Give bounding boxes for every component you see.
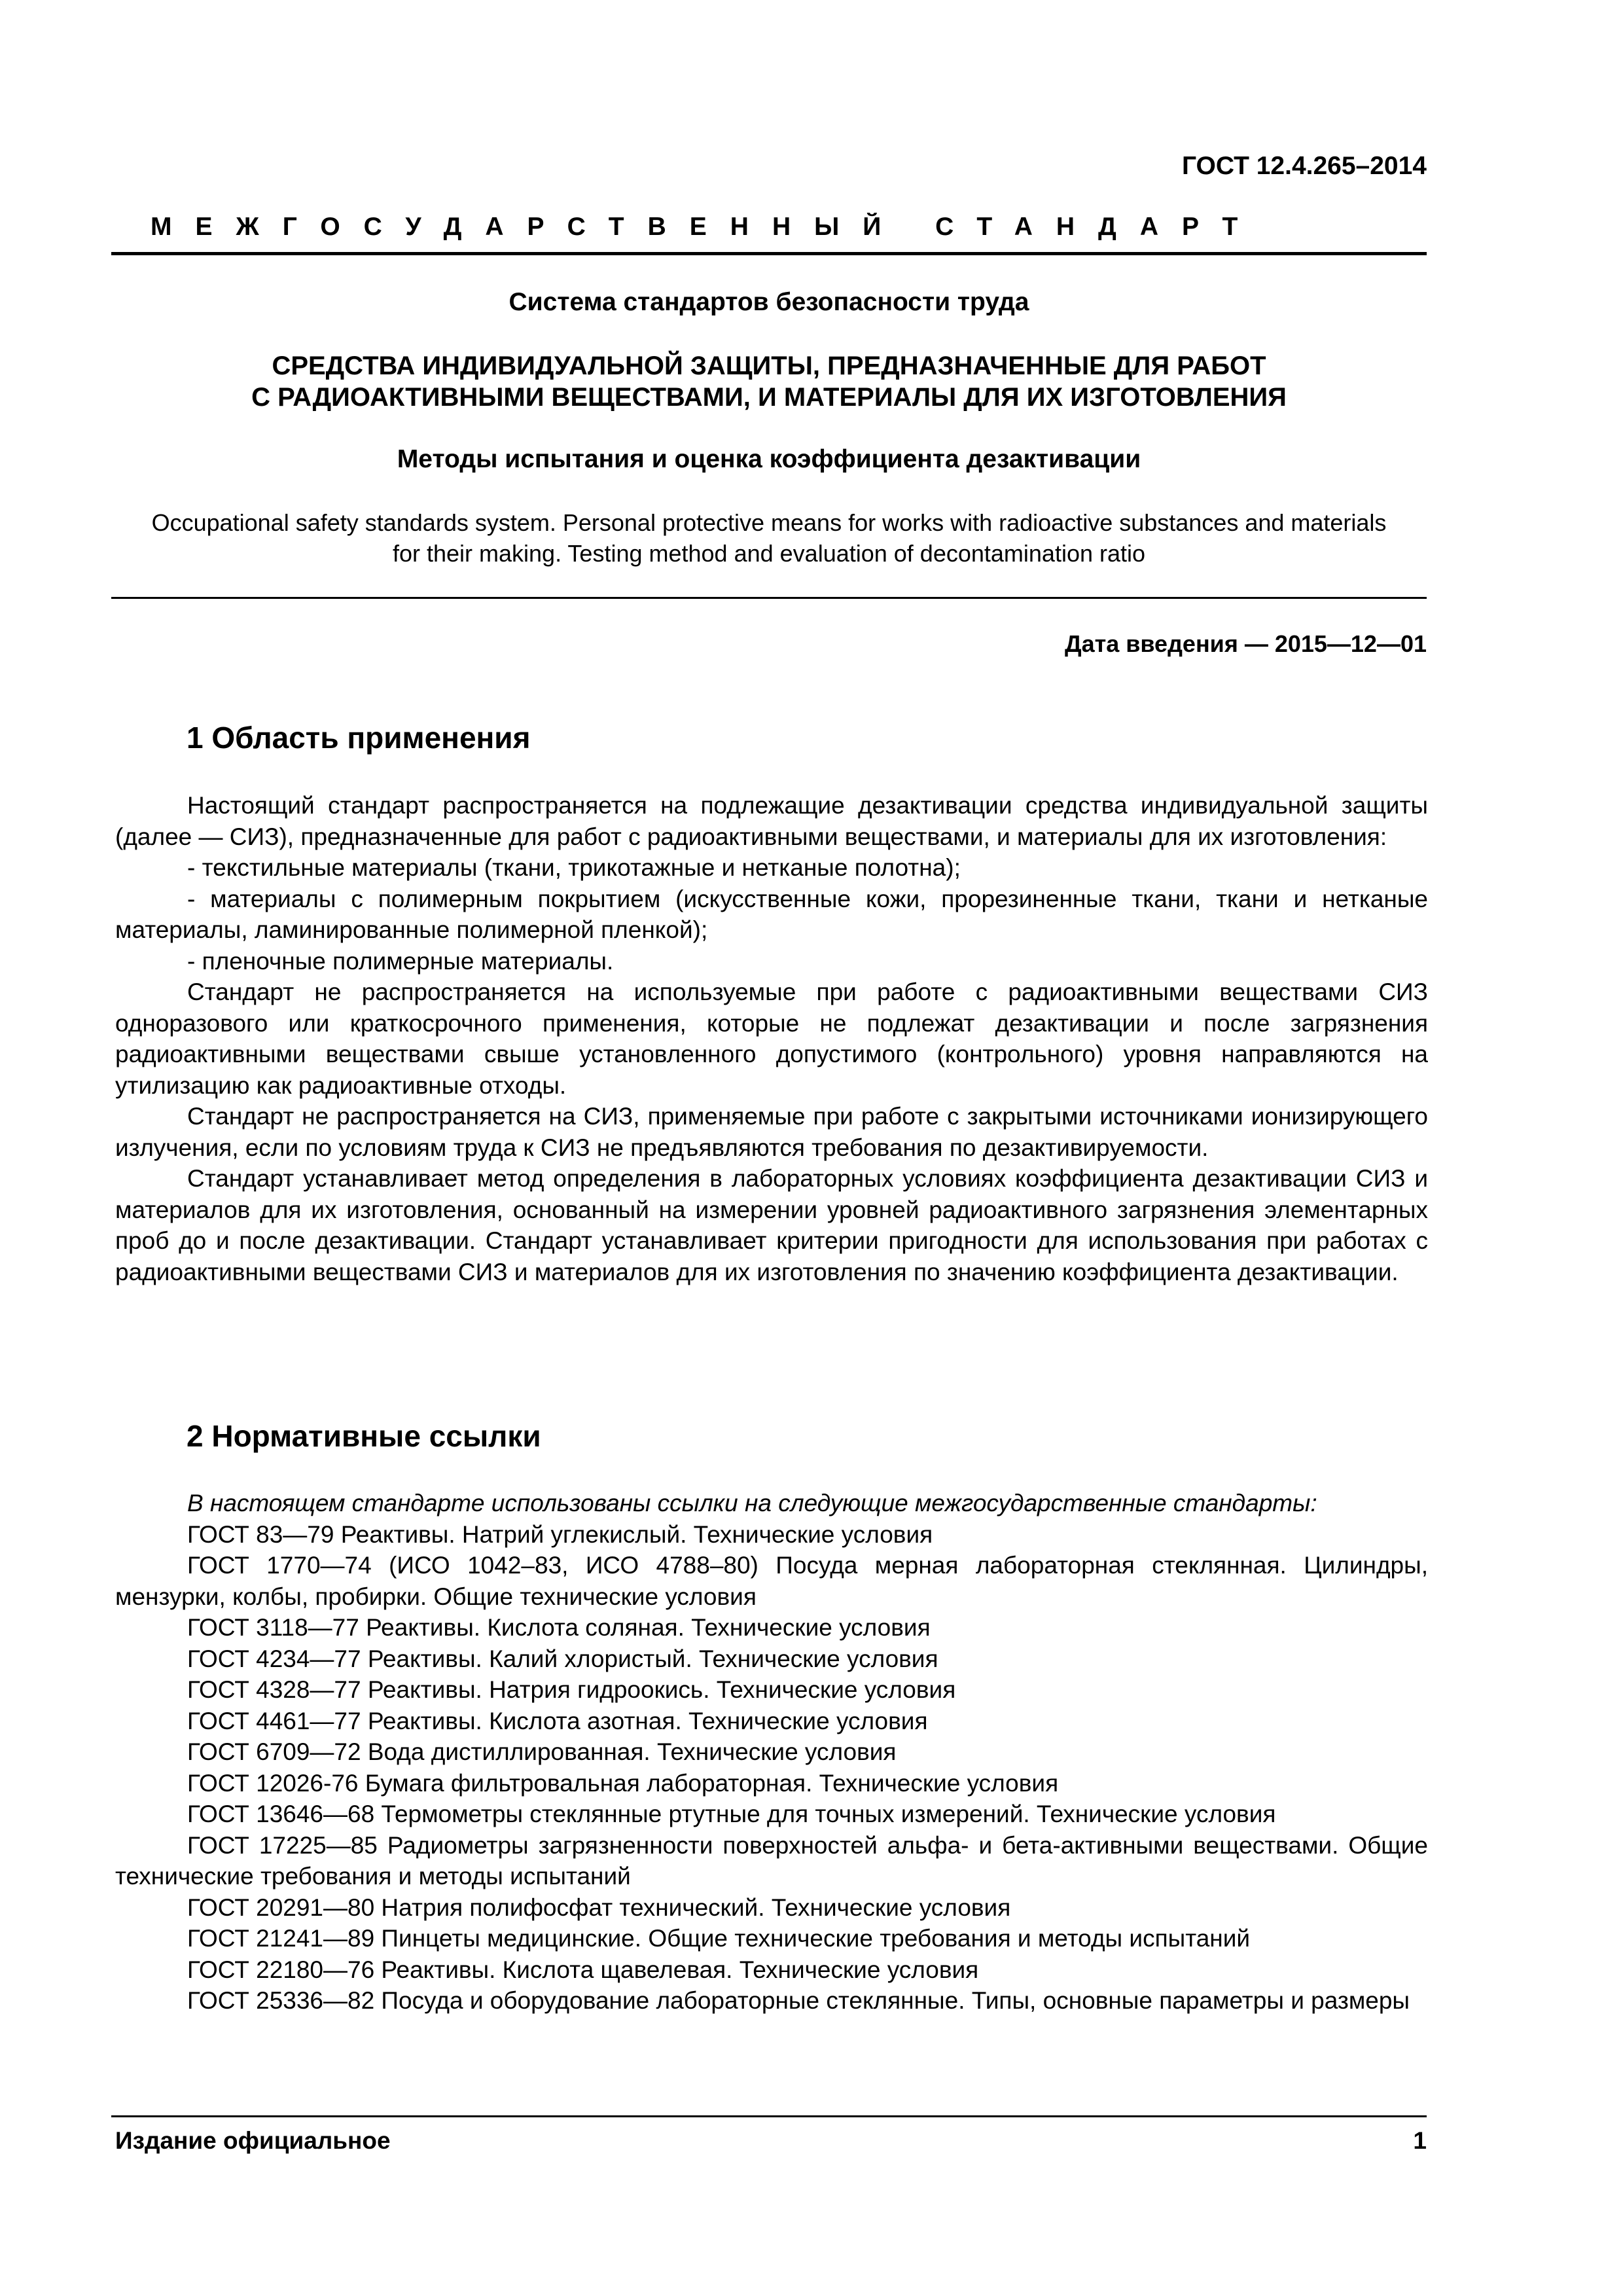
reference-item: ГОСТ 4328—77 Реактивы. Натрия гидроокись. Технические условия <box>187 1676 956 1703</box>
section-scope-body <box>115 790 1428 1287</box>
reference-item: ГОСТ 22180—76 Реактивы. Кислота щавелевая. Технические условия <box>187 1956 979 1983</box>
section-references-body <box>115 1488 1428 2017</box>
document-title <box>111 350 1427 413</box>
system-name: Система стандартов безопасности труда <box>508 288 1029 316</box>
paragraph: Стандарт не распространяется на СИЗ, применяемые при работе с закрытыми источниками ионизирующего излучения, если по условиям труда к СИЗ не предъявляются требования по дезактивируемости. <box>115 1103 1428 1161</box>
document-subtitle: Методы испытания и оценка коэффициента дезактивации <box>397 445 1141 473</box>
paragraph: Стандарт устанавливает метод определения в лабораторных условиях коэффициента дезактивации СИЗ и материалов для их изготовления, основанный на измерении уровней радиоактивного загрязнения элементарных проб до и после дезактивации. Стандарт устанавливает критерии пригодности для использования при работах с радиоактивными веществами СИЗ и материалов для их изготовления по значению коэффициента дезактивации. <box>115 1165 1428 1285</box>
reference-item: ГОСТ 83—79 Реактивы. Натрий углекислый. Технические условия <box>187 1520 933 1548</box>
reference-item: ГОСТ 17225—85 Радиометры загрязненности поверхностей альфа- и бета-активными веществами. Общие технические требования и методы испытаний <box>115 1831 1428 1890</box>
paragraph: Настоящий стандарт распространяется на подлежащие дезактивации средства индивидуальной защиты (далее — СИЗ), предназначенные для работ с радиоактивными веществами, и материалы для их изготовления: <box>115 792 1428 850</box>
document-code: ГОСТ 12.4.265–2014 <box>1181 152 1427 180</box>
reference-item: ГОСТ 13646—68 Термометры стеклянные ртутные для точных измерений. Технические условия <box>187 1801 1276 1827</box>
title-line: С РАДИОАКТИВНЫМИ ВЕЩЕСТВАМИ, И МАТЕРИАЛЫ ДЛЯ ИХ ИЗГОТОВЛЕНИЯ <box>251 383 1287 412</box>
reference-item: ГОСТ 21241—89 Пинцеты медицинские. Общие технические требования и методы испытаний <box>187 1925 1251 1952</box>
reference-item: ГОСТ 25336—82 Посуда и оборудование лабораторные стеклянные. Типы, основные параметры и размеры <box>187 1987 1410 2014</box>
english-title-line: for their making. Testing method and evaluation of decontamination ratio <box>392 540 1146 567</box>
header-rule <box>111 252 1427 255</box>
reference-item: ГОСТ 20291—80 Натрия полифосфат технический. Технические условия <box>187 1893 1011 1921</box>
english-title <box>111 507 1427 569</box>
english-title-line: Occupational safety standards system. Personal protective means for works with radioactive substances and materials <box>151 509 1387 536</box>
references-intro: В настоящем стандарте использованы ссылки на следующие межгосударственные стандарты: <box>187 1490 1317 1516</box>
reference-item: ГОСТ 1770—74 (ИСО 1042–83, ИСО 4788–80) Посуда мерная лабораторная стеклянная. Цилиндры, мензурки, колбы, пробирки. Общие технические условия <box>115 1552 1428 1610</box>
list-item: - пленочные полимерные материалы. <box>187 947 614 975</box>
title-line: СРЕДСТВА ИНДИВИДУАЛЬНОЙ ЗАЩИТЫ, ПРЕДНАЗНАЧЕННЫЕ ДЛЯ РАБОТ <box>272 351 1266 380</box>
reference-item: ГОСТ 12026-76 Бумага фильтровальная лабораторная. Технические условия <box>187 1769 1059 1797</box>
reference-item: ГОСТ 4234—77 Реактивы. Калий хлористый. Технические условия <box>187 1645 938 1672</box>
paragraph: Стандарт не распространяется на используемые при работе с радиоактивными веществами СИЗ одноразового или краткосрочного применения, которые не подлежат дезактивации и после загрязнения радиоактивными веществами свыше установленного допустимого (контрольного) уровня направляются на утилизацию как радиоактивные отходы. <box>115 978 1428 1099</box>
reference-item: ГОСТ 6709—72 Вода дистиллированная. Технические условия <box>187 1738 897 1765</box>
standard-type: МЕЖГОСУДАРСТВЕННЫЙ СТАНДАРТ <box>151 213 1262 241</box>
introduction-date: Дата введения — 2015—12—01 <box>1064 630 1427 657</box>
reference-item: ГОСТ 4461—77 Реактивы. Кислота азотная. Технические условия <box>187 1707 928 1734</box>
section-heading-scope: 1 Область применения <box>187 721 531 755</box>
list-item: - материалы с полимерным покрытием (искусственные кожи, прорезиненные ткани, ткани и нетканые материалы, ламинированные полимерной пленкой); <box>115 885 1428 943</box>
page-number: 1 <box>1413 2127 1427 2154</box>
title-rule <box>111 597 1427 599</box>
reference-item: ГОСТ 3118—77 Реактивы. Кислота соляная. Технические условия <box>187 1614 931 1641</box>
edition-label: Издание официальное <box>115 2127 391 2154</box>
list-item: - текстильные материалы (ткани, трикотажные и нетканые полотна); <box>187 854 961 881</box>
section-heading-references: 2 Нормативные ссылки <box>187 1419 541 1453</box>
footer-rule <box>111 2115 1427 2117</box>
